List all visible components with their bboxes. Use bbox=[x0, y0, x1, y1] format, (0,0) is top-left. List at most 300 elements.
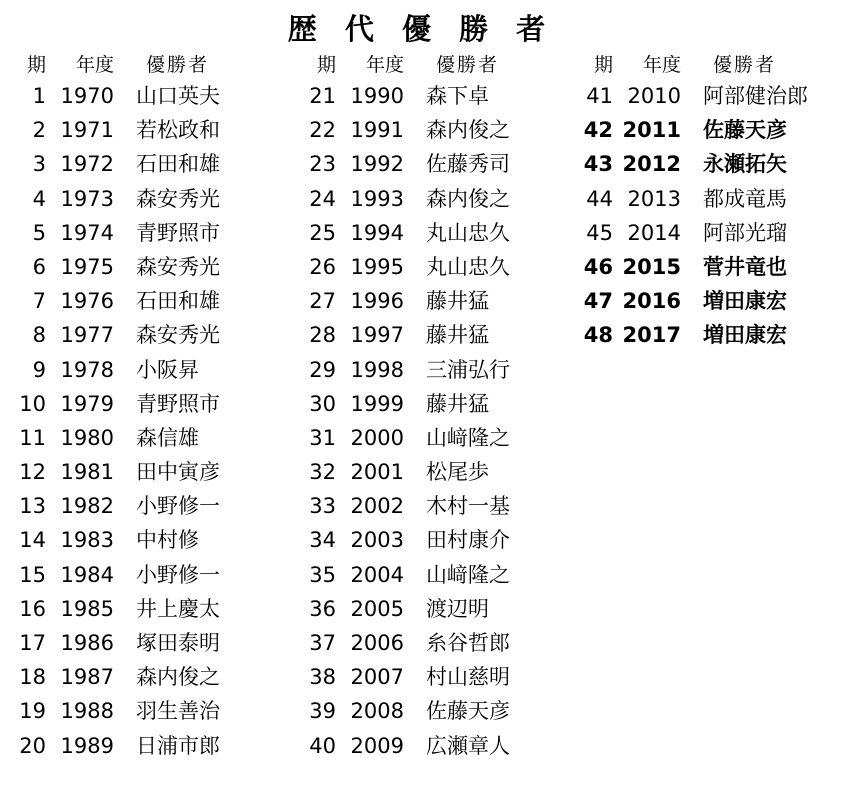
winner-surname: 日浦 bbox=[136, 733, 178, 758]
row-no: 29 bbox=[309, 357, 336, 382]
winners-column-3 bbox=[571, 50, 842, 354]
winner-given: 俊之 bbox=[178, 665, 220, 690]
row-no: 1 bbox=[32, 84, 46, 108]
table-row bbox=[294, 490, 571, 524]
winner-given: 秀光 bbox=[178, 186, 220, 211]
winner-surname: 糸谷 bbox=[426, 631, 468, 655]
winner-given: 秀光 bbox=[178, 323, 220, 348]
row-winner bbox=[406, 422, 571, 452]
row-year: 1972 bbox=[60, 152, 114, 177]
winner-given: 哲郎 bbox=[468, 631, 510, 655]
winner-surname: 青野 bbox=[136, 220, 178, 245]
winner-surname: 永瀬 bbox=[703, 152, 745, 177]
row-winner bbox=[116, 319, 294, 349]
row-no: 10 bbox=[19, 391, 46, 416]
row-no: 38 bbox=[309, 665, 336, 690]
row-no: 28 bbox=[309, 323, 336, 348]
row-year: 1984 bbox=[60, 562, 114, 587]
winner-surname: 森下 bbox=[426, 84, 468, 108]
winner-given: 和雄 bbox=[178, 289, 220, 314]
table-row bbox=[571, 285, 842, 319]
row-no: 21 bbox=[309, 84, 336, 108]
row-winner bbox=[683, 114, 842, 144]
winner-surname: 藤井 bbox=[426, 289, 468, 314]
row-winner bbox=[406, 217, 571, 247]
row-year: 1974 bbox=[60, 220, 114, 245]
row-year: 2013 bbox=[627, 186, 681, 211]
row-year: 2010 bbox=[627, 84, 681, 108]
header-year: 年度 bbox=[75, 54, 114, 76]
row-year: 1988 bbox=[60, 699, 114, 724]
row-year: 2009 bbox=[350, 733, 404, 758]
table-row bbox=[4, 251, 294, 285]
row-winner bbox=[406, 695, 571, 725]
row-year: 1987 bbox=[60, 665, 114, 690]
table-row bbox=[294, 354, 571, 388]
row-no: 41 bbox=[586, 84, 613, 108]
table-row bbox=[571, 217, 842, 251]
row-year: 2006 bbox=[350, 631, 404, 655]
row-winner bbox=[683, 148, 842, 178]
table-row bbox=[294, 319, 571, 353]
winner-given: 章人 bbox=[468, 733, 510, 758]
row-no: 5 bbox=[32, 220, 46, 245]
table-row bbox=[294, 80, 571, 114]
row-winner bbox=[406, 559, 571, 589]
winner-given: 俊之 bbox=[468, 118, 510, 143]
row-no: 33 bbox=[309, 494, 336, 519]
table-row bbox=[4, 661, 294, 695]
winner-given: 昇 bbox=[178, 357, 199, 382]
winner-surname: 森内 bbox=[426, 186, 468, 211]
row-year: 1990 bbox=[350, 84, 404, 108]
winner-given: 和雄 bbox=[178, 152, 220, 177]
row-year: 1998 bbox=[350, 357, 404, 382]
row-no: 13 bbox=[19, 494, 46, 519]
table-row bbox=[294, 559, 571, 593]
winner-surname: 森安 bbox=[136, 254, 178, 279]
header-no: 期 bbox=[316, 54, 336, 76]
winner-surname: 木村 bbox=[426, 494, 468, 519]
row-no: 16 bbox=[19, 596, 46, 621]
table-row bbox=[294, 456, 571, 490]
header-no: 期 bbox=[593, 54, 613, 76]
winner-given: 泰明 bbox=[178, 631, 220, 655]
row-no: 23 bbox=[309, 152, 336, 177]
header-no: 期 bbox=[26, 54, 46, 76]
row-no: 7 bbox=[32, 289, 46, 314]
row-year: 1993 bbox=[350, 186, 404, 211]
row-no: 37 bbox=[309, 631, 336, 655]
row-winner bbox=[116, 730, 294, 760]
winner-surname: 田村 bbox=[426, 528, 468, 553]
winner-given: 竜也 bbox=[745, 254, 787, 279]
winner-surname: 藤井 bbox=[426, 391, 468, 416]
winner-given: 猛 bbox=[468, 323, 489, 348]
page-title: 歴 代 優 勝 者 bbox=[287, 12, 555, 46]
winner-surname: 佐藤 bbox=[426, 699, 468, 724]
winner-given: 竜馬 bbox=[745, 186, 787, 211]
row-winner bbox=[406, 388, 571, 418]
row-no: 32 bbox=[309, 460, 336, 485]
row-winner bbox=[406, 148, 571, 178]
row-no: 35 bbox=[309, 562, 336, 587]
table-row bbox=[571, 80, 842, 114]
winner-surname: 佐藤 bbox=[703, 118, 745, 143]
row-winner bbox=[116, 422, 294, 452]
table-row bbox=[4, 319, 294, 353]
row-year: 1991 bbox=[350, 118, 404, 143]
row-winner bbox=[406, 80, 571, 110]
winner-surname: 増田 bbox=[703, 323, 745, 348]
row-year: 1983 bbox=[60, 528, 114, 553]
winner-surname: 増田 bbox=[703, 289, 745, 314]
table-row bbox=[4, 627, 294, 661]
table-row bbox=[4, 695, 294, 729]
winner-surname: 山﨑 bbox=[426, 425, 468, 450]
row-winner bbox=[116, 251, 294, 281]
row-winner bbox=[406, 593, 571, 623]
row-no: 34 bbox=[309, 528, 336, 553]
row-winner bbox=[406, 627, 571, 657]
winner-given: 俊之 bbox=[468, 186, 510, 211]
row-winner bbox=[406, 285, 571, 315]
row-no: 8 bbox=[32, 323, 46, 348]
winner-given: 卓 bbox=[468, 84, 489, 108]
row-winner bbox=[116, 80, 294, 110]
row-winner bbox=[116, 183, 294, 213]
winner-given: 康宏 bbox=[745, 289, 787, 314]
row-winner bbox=[116, 354, 294, 384]
header-year: 年度 bbox=[642, 54, 681, 76]
row-year: 1999 bbox=[350, 391, 404, 416]
row-winner bbox=[406, 730, 571, 760]
table-row bbox=[4, 354, 294, 388]
columns-container bbox=[0, 50, 842, 764]
row-no: 9 bbox=[32, 357, 46, 382]
table-row bbox=[4, 559, 294, 593]
winner-given: 秀光 bbox=[178, 254, 220, 279]
row-winner bbox=[406, 183, 571, 213]
winner-surname: 石田 bbox=[136, 152, 178, 177]
winner-given: 康介 bbox=[468, 528, 510, 553]
winner-given: 猛 bbox=[468, 289, 489, 314]
winner-given: 隆之 bbox=[468, 562, 510, 587]
row-winner bbox=[406, 490, 571, 520]
row-winner bbox=[116, 490, 294, 520]
row-no: 18 bbox=[19, 665, 46, 690]
winner-surname: 藤井 bbox=[426, 323, 468, 348]
winner-surname: 井上 bbox=[136, 596, 178, 621]
row-winner bbox=[683, 285, 842, 315]
winners-column-2 bbox=[294, 50, 571, 764]
table-row bbox=[294, 661, 571, 695]
row-no: 20 bbox=[19, 733, 46, 758]
table-row bbox=[4, 730, 294, 764]
row-winner bbox=[116, 388, 294, 418]
table-row bbox=[4, 183, 294, 217]
winner-surname: 小阪 bbox=[136, 357, 178, 382]
winner-surname: 菅井 bbox=[703, 254, 745, 279]
row-year: 1978 bbox=[60, 357, 114, 382]
table-row bbox=[4, 524, 294, 558]
row-no: 40 bbox=[309, 733, 336, 758]
table-row bbox=[4, 490, 294, 524]
row-winner bbox=[683, 217, 842, 247]
winner-given: 慶太 bbox=[178, 596, 220, 621]
winner-surname: 渡辺 bbox=[426, 596, 468, 621]
row-year: 1973 bbox=[60, 186, 114, 211]
row-year: 2005 bbox=[350, 596, 404, 621]
row-year: 2014 bbox=[627, 220, 681, 245]
row-no: 39 bbox=[309, 699, 336, 724]
winner-surname: 山口 bbox=[136, 84, 178, 108]
row-year: 1971 bbox=[60, 118, 114, 143]
row-year: 2008 bbox=[350, 699, 404, 724]
winner-given: 健治郎 bbox=[745, 84, 808, 108]
row-year: 1976 bbox=[60, 289, 114, 314]
table-row bbox=[4, 80, 294, 114]
row-winner bbox=[116, 456, 294, 486]
winner-given: 慈明 bbox=[468, 665, 510, 690]
winner-surname: 阿部 bbox=[703, 84, 745, 108]
row-no: 44 bbox=[586, 186, 613, 211]
row-no: 17 bbox=[19, 631, 46, 655]
winner-surname: 森 bbox=[136, 425, 157, 450]
table-row bbox=[294, 627, 571, 661]
row-winner bbox=[406, 354, 571, 384]
winner-given: 拓矢 bbox=[745, 152, 787, 177]
winner-surname: 広瀬 bbox=[426, 733, 468, 758]
row-year: 1980 bbox=[60, 425, 114, 450]
row-year: 2003 bbox=[350, 528, 404, 553]
winner-given: 英夫 bbox=[178, 84, 220, 108]
winner-surname: 羽生 bbox=[136, 699, 178, 724]
row-year: 1982 bbox=[60, 494, 114, 519]
row-winner bbox=[116, 285, 294, 315]
header-winner: 優勝者 bbox=[146, 54, 210, 76]
winner-given: 秀司 bbox=[468, 152, 510, 177]
table-row bbox=[294, 422, 571, 456]
row-no: 15 bbox=[19, 562, 46, 587]
row-no: 43 bbox=[583, 152, 613, 177]
row-winner bbox=[406, 319, 571, 349]
table-row bbox=[571, 251, 842, 285]
row-year: 1979 bbox=[60, 391, 114, 416]
table-row bbox=[4, 456, 294, 490]
winner-given: 光瑠 bbox=[745, 220, 787, 245]
winners-column-1 bbox=[4, 50, 294, 764]
row-year: 1975 bbox=[60, 254, 114, 279]
winner-given: 信雄 bbox=[157, 425, 199, 450]
row-no: 14 bbox=[19, 528, 46, 553]
row-winner bbox=[683, 80, 842, 110]
winner-surname: 小野 bbox=[136, 562, 178, 587]
winner-surname: 佐藤 bbox=[426, 152, 468, 177]
row-year: 1992 bbox=[350, 152, 404, 177]
winner-given: 忠久 bbox=[468, 254, 510, 279]
row-winner bbox=[683, 183, 842, 213]
row-winner bbox=[116, 114, 294, 144]
table-row bbox=[4, 388, 294, 422]
table-row bbox=[571, 114, 842, 148]
row-year: 2001 bbox=[350, 460, 404, 485]
row-winner bbox=[683, 319, 842, 349]
winner-surname: 三浦 bbox=[426, 357, 468, 382]
table-row bbox=[4, 593, 294, 627]
row-year: 2011 bbox=[622, 118, 681, 143]
row-winner bbox=[116, 217, 294, 247]
winner-given: 忠久 bbox=[468, 220, 510, 245]
row-year: 1995 bbox=[350, 254, 404, 279]
column-header bbox=[4, 50, 294, 80]
table-row bbox=[294, 183, 571, 217]
winner-surname: 森内 bbox=[426, 118, 468, 143]
winner-given: 天彦 bbox=[468, 699, 510, 724]
winner-surname: 田中 bbox=[136, 460, 178, 485]
row-winner bbox=[116, 524, 294, 554]
row-no: 46 bbox=[583, 254, 613, 279]
table-row bbox=[294, 695, 571, 729]
table-row bbox=[294, 593, 571, 627]
row-winner bbox=[406, 456, 571, 486]
winner-surname: 森安 bbox=[136, 186, 178, 211]
row-year: 2007 bbox=[350, 665, 404, 690]
row-no: 11 bbox=[19, 425, 46, 450]
row-winner bbox=[116, 559, 294, 589]
table-row bbox=[4, 285, 294, 319]
row-year: 1985 bbox=[60, 596, 114, 621]
table-row bbox=[4, 422, 294, 456]
row-winner bbox=[116, 593, 294, 623]
winner-given: 修一 bbox=[178, 494, 220, 519]
winner-given: 一基 bbox=[468, 494, 510, 519]
winner-given: 修一 bbox=[178, 562, 220, 587]
row-no: 24 bbox=[309, 186, 336, 211]
row-no: 31 bbox=[309, 425, 336, 450]
row-no: 19 bbox=[19, 699, 46, 724]
winner-given: 隆之 bbox=[468, 425, 510, 450]
winner-surname: 阿部 bbox=[703, 220, 745, 245]
row-year: 1986 bbox=[60, 631, 114, 655]
table-row bbox=[4, 148, 294, 182]
row-winner bbox=[116, 661, 294, 691]
row-no: 27 bbox=[309, 289, 336, 314]
winner-surname: 都成 bbox=[703, 186, 745, 211]
header-year: 年度 bbox=[365, 54, 404, 76]
winner-surname: 小野 bbox=[136, 494, 178, 519]
winner-given: 善治 bbox=[178, 699, 220, 724]
winner-given: 歩 bbox=[468, 460, 489, 485]
winner-surname: 松尾 bbox=[426, 460, 468, 485]
winner-surname: 中村 bbox=[136, 528, 178, 553]
table-row bbox=[294, 148, 571, 182]
row-no: 36 bbox=[309, 596, 336, 621]
row-year: 2015 bbox=[622, 254, 681, 279]
row-no: 48 bbox=[583, 323, 613, 348]
row-year: 1970 bbox=[60, 84, 114, 108]
winner-given: 明 bbox=[468, 596, 489, 621]
table-row bbox=[4, 114, 294, 148]
winner-surname: 青野 bbox=[136, 391, 178, 416]
row-winner bbox=[116, 627, 294, 657]
table-row bbox=[4, 217, 294, 251]
row-no: 26 bbox=[309, 254, 336, 279]
column-header bbox=[294, 50, 571, 80]
row-year: 1981 bbox=[60, 460, 114, 485]
row-no: 45 bbox=[586, 220, 613, 245]
row-year: 2016 bbox=[622, 289, 681, 314]
row-winner bbox=[406, 114, 571, 144]
header-winner: 優勝者 bbox=[436, 54, 500, 76]
table-row bbox=[294, 251, 571, 285]
row-winner bbox=[406, 661, 571, 691]
row-year: 2002 bbox=[350, 494, 404, 519]
winner-given: 市郎 bbox=[178, 733, 220, 758]
row-year: 1977 bbox=[60, 323, 114, 348]
row-no: 2 bbox=[32, 118, 46, 143]
row-winner bbox=[116, 148, 294, 178]
winner-surname: 森内 bbox=[136, 665, 178, 690]
winner-surname: 丸山 bbox=[426, 220, 468, 245]
row-no: 30 bbox=[309, 391, 336, 416]
table-row bbox=[294, 114, 571, 148]
winner-given: 修 bbox=[178, 528, 199, 553]
row-no: 42 bbox=[583, 118, 613, 143]
row-no: 22 bbox=[309, 118, 336, 143]
row-winner bbox=[683, 251, 842, 281]
row-year: 1996 bbox=[350, 289, 404, 314]
winner-given: 政和 bbox=[178, 118, 220, 143]
row-year: 2017 bbox=[622, 323, 681, 348]
row-year: 1997 bbox=[350, 323, 404, 348]
row-no: 12 bbox=[19, 460, 46, 485]
row-no: 25 bbox=[309, 220, 336, 245]
winner-given: 猛 bbox=[468, 391, 489, 416]
column-header bbox=[571, 50, 842, 80]
table-row bbox=[294, 730, 571, 764]
winner-given: 天彦 bbox=[745, 118, 787, 143]
table-row bbox=[571, 319, 842, 353]
table-row bbox=[571, 183, 842, 217]
winner-surname: 石田 bbox=[136, 289, 178, 314]
table-row bbox=[294, 217, 571, 251]
row-no: 4 bbox=[32, 186, 46, 211]
row-year: 2000 bbox=[350, 425, 404, 450]
table-row bbox=[294, 524, 571, 558]
row-no: 6 bbox=[32, 254, 46, 279]
winner-given: 康宏 bbox=[745, 323, 787, 348]
winner-surname: 森安 bbox=[136, 323, 178, 348]
header-winner: 優勝者 bbox=[713, 54, 777, 76]
row-winner bbox=[116, 695, 294, 725]
table-row bbox=[571, 148, 842, 182]
winner-given: 弘行 bbox=[468, 357, 510, 382]
winner-surname: 塚田 bbox=[136, 631, 178, 655]
table-row bbox=[294, 285, 571, 319]
winner-given: 照市 bbox=[178, 220, 220, 245]
row-no: 3 bbox=[32, 152, 46, 177]
winner-surname: 若松 bbox=[136, 118, 178, 143]
row-year: 2012 bbox=[622, 152, 681, 177]
row-year: 2004 bbox=[350, 562, 404, 587]
row-winner bbox=[406, 524, 571, 554]
row-no: 47 bbox=[583, 289, 613, 314]
winner-given: 照市 bbox=[178, 391, 220, 416]
winner-surname: 山﨑 bbox=[426, 562, 468, 587]
table-row bbox=[294, 388, 571, 422]
winner-given: 寅彦 bbox=[178, 460, 220, 485]
